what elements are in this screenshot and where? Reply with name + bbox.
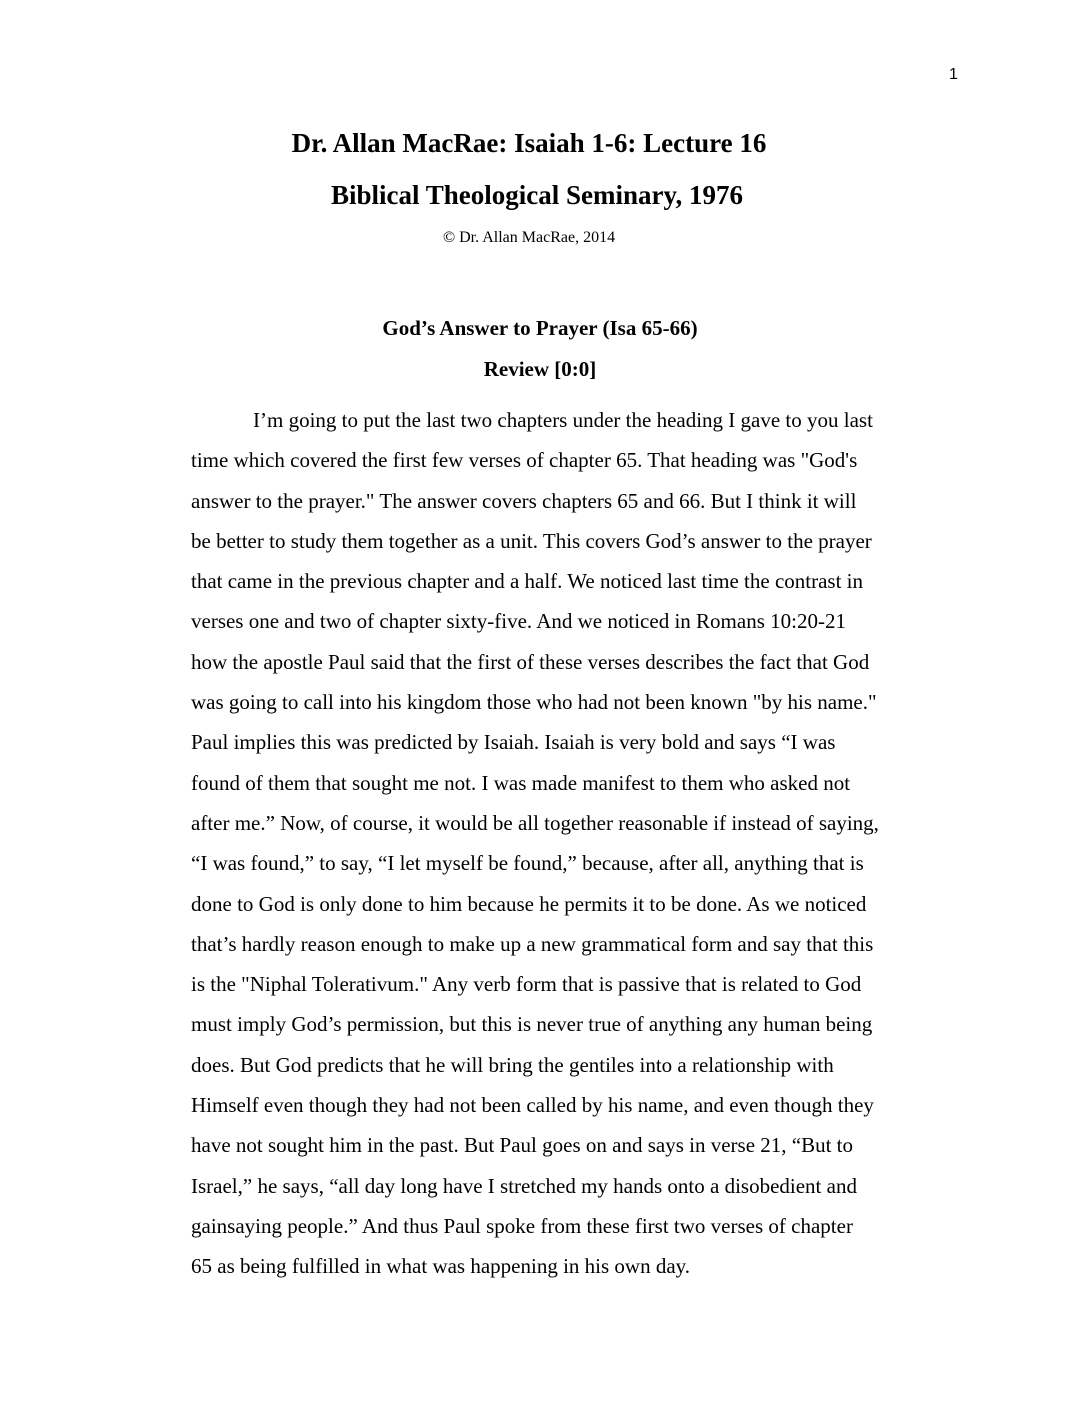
section-heading: God’s Answer to Prayer (Isa 65-66) [382,316,698,340]
body-line: answer to the prayer." The answer covers chapters 65 and 66. But I think it will [191,488,857,513]
body-line: have not sought him in the past. But Paul goes on and says in verse 21, “But to [191,1133,854,1158]
body-line: how the apostle Paul said that the first of these verses describes the fact that God [191,649,870,674]
body-line: found of them that sought me not. I was made manifest to them who asked not [191,770,851,795]
body-line: done to God is only done to him because he permits it to be done. As we noticed [191,891,867,916]
copyright-notice: © Dr. Allan MacRae, 2014 [442,229,616,246]
body-line: after me.” Now, of course, it would be all together reasonable if instead of saying, [191,810,879,835]
body-line: be better to study them together as a unit. This covers God’s answer to the prayer [191,528,872,553]
body-line: time which covered the first few verses of chapter 65. That heading was "God's [191,448,858,473]
body-line: was going to call into his kingdom those who had not been known "by his name." [191,690,877,715]
body-line: gainsaying people.” And thus Paul spoke from these first two verses of chapter [191,1213,853,1238]
body-paragraph [191,400,981,1287]
page-number: 1 [949,66,958,83]
body-line: 65 as being fulfilled in what was happening in his own day. [191,1254,691,1279]
body-line: is the "Niphal Tolerativum." Any verb form that is passive that is related to God [191,972,862,997]
body-line: Israel,” he says, “all day long have I stretched my hands onto a disobedient and [191,1173,857,1198]
body-line: I’m going to put the last two chapters under the heading I gave to you last [253,408,873,432]
body-line: “I was found,” to say, “I let myself be found,” because, after all, anything that is [191,851,864,876]
body-line: Himself even though they had not been called by his name, and even though they [191,1093,874,1118]
document-subtitle: Biblical Theological Seminary, 1976 [330,180,744,210]
body-line: verses one and two of chapter sixty-five. And we noticed in Romans 10:20-21 [191,609,846,634]
body-line: that came in the previous chapter and a half. We noticed last time the contrast in [191,569,864,594]
document-title: Dr. Allan MacRae: Isaiah 1-6: Lecture 16 [291,128,767,158]
body-line: Paul implies this was predicted by Isaiah. Isaiah is very bold and says “I was [191,730,836,755]
body-line: does. But God predicts that he will bring the gentiles into a relationship with [191,1052,834,1077]
section-subheading: Review [0:0] [483,357,597,381]
body-line: must imply God’s permission, but this is never true of anything any human being [191,1012,873,1037]
body-line: that’s hardly reason enough to make up a new grammatical form and say that this [191,931,874,956]
